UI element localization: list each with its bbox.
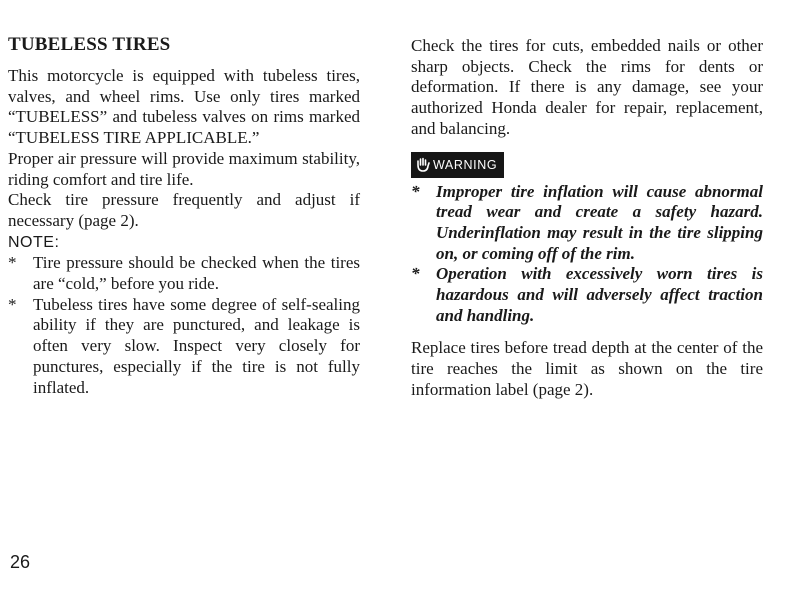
intro-paragraph: This motorcycle is equipped with tubeless tires, valves, and wheel rims. Use only tires marked “TUBELESS” and tubeless valves on rims marked “TUBELESS TIRE APPLICABLE.” xyxy=(8,66,360,148)
page-number: 26 xyxy=(10,552,31,572)
right-column xyxy=(411,36,763,401)
list-item-text: Tubeless tires have some degree of self-sealing ability if they are punctured, and leakage is often very slow. Inspect very closely for punctures, especially if the tire is not fully inflated. xyxy=(33,294,360,397)
list-item xyxy=(8,253,360,294)
bullet-marker: * xyxy=(411,181,420,201)
replace-paragraph: Replace tires before tread depth at the center of the tire reaches the limit as shown on the tire information label (page 2). xyxy=(411,338,763,399)
warning-badge xyxy=(411,152,504,178)
list-item-text: Operation with excessively worn tires is hazardous and will adversely affect traction and handling. xyxy=(436,264,763,325)
list-item-text: Improper tire inflation will cause abnormal tread wear and create a safety hazard. Underinflation may result in the tire slipping on, or coming off of the rim. xyxy=(436,181,763,263)
list-item xyxy=(411,182,763,265)
section-heading: TUBELESS TIRES xyxy=(8,34,171,55)
list-item-text: Tire pressure should be checked when the tires are “cold,” before you ride. xyxy=(33,253,360,294)
note-label: NOTE: xyxy=(8,233,60,251)
warning-label: WARNING xyxy=(433,157,498,172)
warning-list xyxy=(411,182,763,327)
list-item xyxy=(411,264,763,326)
pressure-paragraph: Proper air pressure will provide maximum stability, riding comfort and tire life. xyxy=(8,148,360,189)
inspection-paragraph: Check the tires for cuts, embedded nails or other sharp objects. Check the rims for dents or deformation. If there is any damage, see your authorized Honda dealer for repair, replacement, and balancing. xyxy=(411,36,763,138)
bullet-marker: * xyxy=(411,264,420,284)
note-list xyxy=(8,253,360,398)
check-paragraph: Check tire pressure frequently and adjust if necessary (page 2). xyxy=(8,190,360,230)
bullet-marker: * xyxy=(8,294,17,314)
hand-icon xyxy=(416,157,430,172)
list-item xyxy=(8,295,360,399)
left-column xyxy=(8,34,360,398)
bullet-marker: * xyxy=(8,253,17,273)
